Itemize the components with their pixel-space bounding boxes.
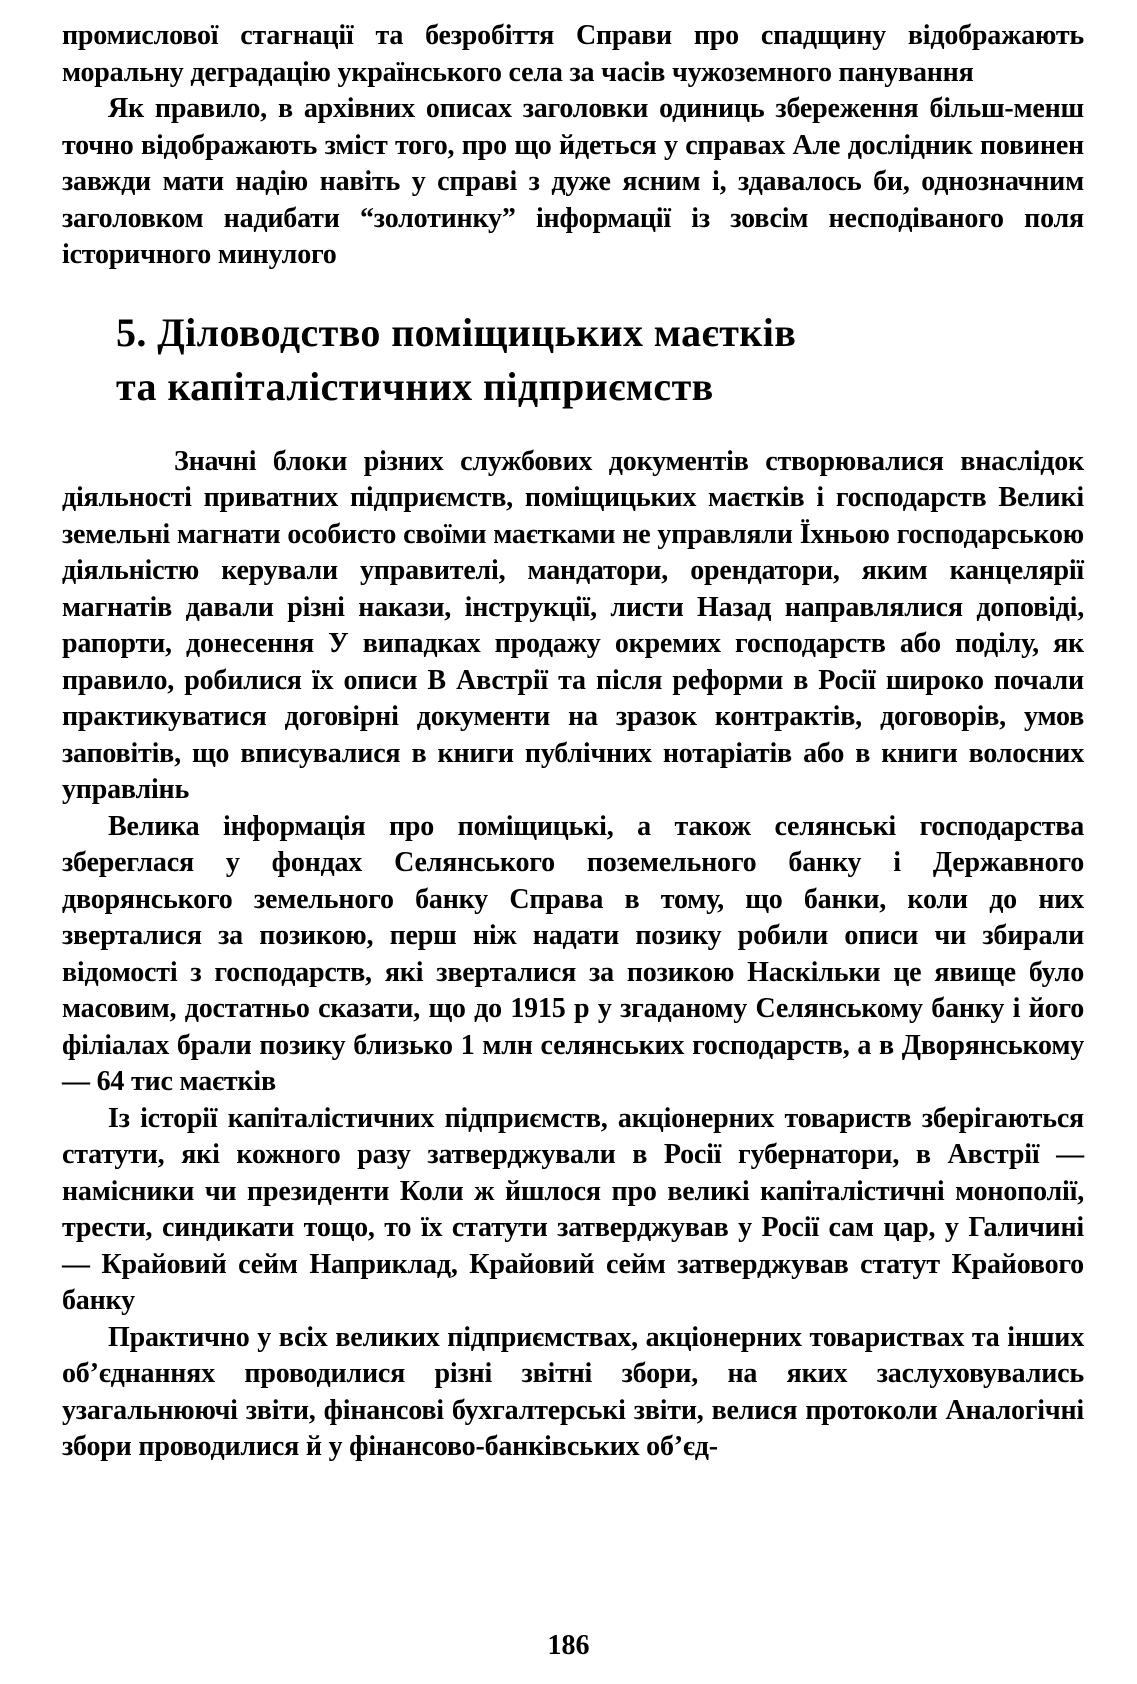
paragraph: Із історії капіталістичних підприємств, акціонерних товариств зберігаються статути, які кожного разу затверджували в Росії губернатори, в Австрії — намісники чи президенти Коли ж йшлося про великі капіталістичні монополії, трести, синдикати тощо, то їх статути затверджував у Росії сам цар, у Галичині — Крайовий сейм Наприклад, Крайовий сейм затверджував статут Крайового банку xyxy=(62,1102,1084,1316)
paragraph-continued: промислової стагнації та безробіття Справи про спадщину відображають моральну деградацію українського села за часів чужоземного панування xyxy=(62,20,1084,88)
section-heading-line-2: та капіталістичних підприємств xyxy=(116,363,714,409)
paragraph: Практично у всіх великих підприємствах, акціонерних товариствах та інших об’єднаннях проводилися різні звітні збори, на яких заслуховувались узагальнюючі звіти, фінансові бухгалтерські звіти, велися протоколи Аналогічні збори проводилися й у фінансово-банківських об’єд- xyxy=(62,1321,1084,1462)
paragraph: Велика інформація про поміщицькі, а також селянські господарства збереглася у фондах Селянського поземельного банку і Державного дворянського земельного банку Справа в тому, що банки, коли до них зверталися за позикою, перш ніж надати позику робили описи чи збирали відомості з господарств, які зверталися за позикою Наскільки це явище було масовим, достатньо сказати, що до 1915 р у згаданому Селянському банку і його філіалах брали позику близько 1 млн селянських господарств, а в Дворянському — 64 тис маєтків xyxy=(62,810,1084,1097)
section-heading-line-1: 5. Діловодство поміщицьких маєтків xyxy=(116,309,797,355)
paragraph: Значні блоки різних службових документів створювалися внаслідок діяльності приватних підприємств, поміщицьких маєтків і господарств Великі земельні магнати особисто своїми маєтками не управляли Їхньою господарською діяльністю керували управителі, мандатори, орендатори, яким канцелярії магнатів давали різні накази, інструкції, листи Назад направлялися доповіді, рапорти, донесення У випадках продажу окремих господарств або поділу, як правило, робилися їх описи В Австрії та після реформи в Росії широко почали практикуватися договірні документи на зразок контрактів, договорів, умов заповітів, що вписувалися в книги публічних нотаріатів або в книги волосних управлінь xyxy=(62,445,1084,805)
page-body xyxy=(62,18,1084,1466)
section-heading xyxy=(116,306,1084,414)
paragraph: Як правило, в архівних описах заголовки одиниць збереження більш-менш точно відображають зміст того, про що йдеться у справах Але дослідник повинен завжди мати надію навіть у справі з дуже ясним і, здавалось би, однозначним заголовком надибати “золотинку” інформації із зовсім несподіваного поля історичного минулого xyxy=(62,93,1084,270)
page-number: 186 xyxy=(547,1630,590,1661)
